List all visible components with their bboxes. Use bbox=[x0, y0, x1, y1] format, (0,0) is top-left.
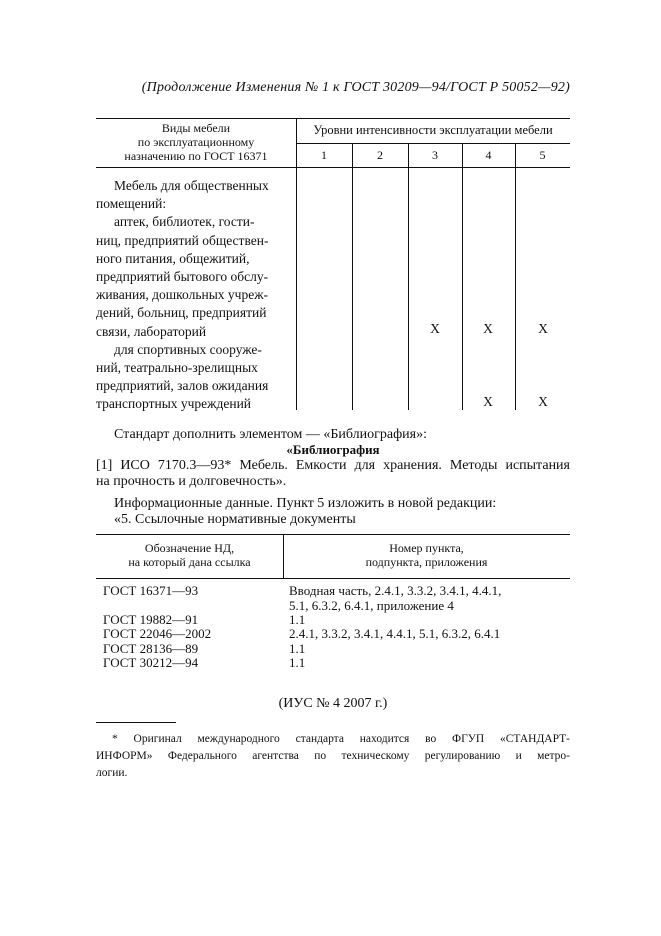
furniture-type-text: Мебель для общественных помещений: аптек, библиотек, гости- ниц, предприятий обществен- ного питания, общежитий, предприятий бытового обслу- живания, дошкольных учреж- дений, больниц, предприятий связи, лабораторий для спортивных сооруже- ний, театрально-зрелищных предприятий, залов ожидания транспортных учреждений bbox=[96, 178, 269, 412]
usage-mark: X bbox=[430, 321, 440, 336]
ius-reference: (ИУС № 4 2007 г.) bbox=[278, 696, 388, 711]
info-subheading: «5. Ссылочные нормативные документы bbox=[114, 512, 356, 527]
running-header: (Продолжение Изменения № 1 к ГОСТ 30209—94/ГОСТ Р 50052—92) bbox=[141, 80, 570, 95]
table1-header-rule bbox=[96, 167, 570, 168]
table2-col1-header: Обозначение НД, на который дана ссылка bbox=[128, 541, 251, 569]
doc-designation: ГОСТ 30212—94 bbox=[103, 655, 199, 670]
bibliography-intro: Стандарт дополнить элементом — «Библиография»: bbox=[114, 427, 428, 442]
level-number: 4 bbox=[485, 148, 492, 162]
table1-divider bbox=[515, 143, 516, 410]
table1-levels-header: Уровни интенсивности эксплуатации мебели bbox=[313, 123, 553, 137]
usage-mark: X bbox=[538, 321, 548, 336]
footnote: * Оригинал международного стандарта находится во ФГУП «СТАНДАРТ- ИНФОРМ» Федерального агентства по техническому регулированию и метро- логии. bbox=[96, 733, 570, 779]
table1-levels-rule bbox=[296, 143, 570, 144]
table1-divider bbox=[408, 143, 409, 410]
level-number: 2 bbox=[377, 148, 383, 162]
doc-designation: ГОСТ 22046—2002 bbox=[103, 626, 212, 641]
clause-numbers: 2.4.1, 3.3.2, 3.4.1, 4.4.1, 5.1, 6.3.2, 6.4.1 bbox=[289, 626, 501, 641]
usage-mark: X bbox=[483, 321, 493, 336]
table1-col1-header: Виды мебели по эксплуатационному назначению по ГОСТ 16371 bbox=[124, 121, 268, 163]
level-number: 1 bbox=[321, 148, 327, 162]
table1-divider bbox=[462, 143, 463, 410]
table2-top-rule bbox=[96, 534, 570, 535]
level-number: 3 bbox=[432, 148, 438, 162]
table2-col2-header: Номер пункта, подпункта, приложения bbox=[365, 541, 488, 569]
footnote-separator bbox=[96, 722, 176, 723]
bibliography-entry: [1] ИСО 7170.3—93* Мебель. Емкости для хранения. Методы испытания на прочность и долговечность». bbox=[96, 458, 570, 489]
level-number: 5 bbox=[539, 148, 546, 162]
bibliography-title: «Библиография bbox=[286, 442, 380, 457]
clause-numbers: Вводная часть, 2.4.1, 3.3.2, 3.4.1, 4.4.1, 5.1, 6.3.2, 6.4.1, приложение 4 bbox=[289, 583, 502, 613]
clause-numbers: 1.1 bbox=[289, 641, 306, 656]
usage-mark: X bbox=[538, 394, 548, 409]
doc-designation: ГОСТ 16371—93 bbox=[103, 583, 199, 598]
doc-designation: ГОСТ 19882—91 bbox=[103, 612, 199, 627]
table1-divider bbox=[352, 143, 353, 410]
clause-numbers: 1.1 bbox=[289, 655, 306, 670]
table1-top-rule bbox=[96, 118, 570, 119]
table2-header-rule bbox=[96, 578, 570, 579]
clause-numbers: 1.1 bbox=[289, 612, 306, 627]
info-line: Информационные данные. Пункт 5 изложить в новой редакции: bbox=[114, 496, 497, 511]
usage-mark: X bbox=[483, 394, 493, 409]
doc-designation: ГОСТ 28136—89 bbox=[103, 641, 199, 656]
